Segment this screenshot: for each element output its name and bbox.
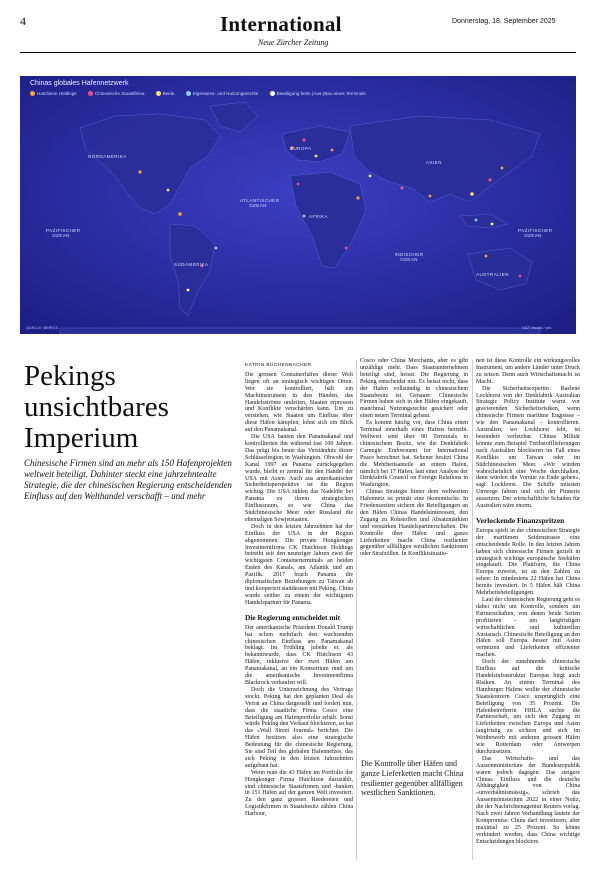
paragraph: Wenn man die 43 Häfen im Portfolio der Hongkonger Firma Hutchison dazuzählt, sind chinesische Staatsfirmen und -banken in 151 Häfen auf der ganzen Welt investiert. Zu den ganz grossen Reedereien und Logistikfirmen in Staatsbesitz zählen China Harbour,: [245, 769, 353, 818]
legend-dot: [88, 91, 93, 96]
map-label-atlantic: ATLANTISCHER OZEAN: [240, 198, 280, 208]
page-number: 4: [20, 14, 26, 28]
paragraph: Europa spielt in der chinesischen Strategie der maritimen Seidenstrasse eine entscheidende Rolle. In den letzten Jahren haben sich chinesische Firmen gezielt in strategisch wichtige europäische Seehäfen eingekauft. Die Plattform, die China Europa zuweist, ist an den Zahlen zu sehen: In mindestens 22 Häfen hat China bereits investiert. In 5 Häfen hält China Mehrheitsbeteiligungen.: [476, 527, 580, 597]
pull-quote: Die Kontrolle über Häfen und ganze Lieferketten macht China resilienter gegenüber allfälligen westlichen Sanktionen.: [361, 759, 464, 798]
world-map-graphic: [20, 76, 576, 334]
header-rule: [20, 52, 576, 53]
map-label-asia: ASIEN: [426, 160, 442, 165]
legend-label: Beteiligung beim (Aus-)Bau eines Terminals: [276, 91, 366, 96]
paragraph: Das Wirtschafts- und das Aussenministerium der Bundesrepublik waren jedoch dagegen. Das steigere Chinas Einfluss und die deutsche Abhängigkeit von China «unverhältnismässig», schrieb das Aussenministerium 2022 in einer Notiz, die der Nachrichtenagentur Reuters vorlag. Nach zwei Jahren Verhandlung lautete der Kompromiss: China darf investieren, aber maximal zu 25 Prozent. So könne verhindert werden, dass China wichtige Entscheidungen blockiere.: [476, 755, 580, 845]
paragraph: Doch in den letzten Jahrzehnten hat der Einfluss der USA in der Region abgenommen. Die private Hongkonger Investmentfirma CK Hutchison Holdings betreibt seit den neunziger Jahren zwei der wichtigsten Containerterminals an beiden Enden des Kanals, am Atlantik und am Pazifik. 2017 brach Panama die diplomatischen Beziehungen zu Taiwan ab und kooperiert stattdessen mit Peking. China wurde seither zu einem der wichtigsten Handelspartner für Panama.: [245, 523, 353, 606]
paragraph: Es kommt häufig vor, dass China einen Terminal innerhalb eines Hafens betreibt. Weltweit sind über 90 Terminals in chinesischem Besitz, wie die Denkfabrik Carnegie Endowment for International Peace berechnet hat. Seltener besitzt China die Mehrheitsanteile an einem Hafen, nämlich bei 17 Häfen, laut einer Analyse der Denkfabrik Council on Foreign Relations in Washington.: [360, 420, 468, 489]
subheading: Verlockende Finanzspritzen: [476, 515, 565, 525]
map-title: Chinas globales Hafennetzwerk: [30, 80, 129, 87]
legend-dot: [156, 91, 161, 96]
paragraph: Chinas Strategie hinter dem weltweiten Hafennetz ist primär eine ökonomische. In Friedenszeiten sichern die Beteiligungen an den Häfen Chinas Handelsinteressen, den Zugang zu Rohstoffen und Absatzmärkten und verstärken Handelspartnerschaften. Die Kontrolle über Häfen und ganze Lieferketten macht China resilienter gegenüber allfälligen westlichen Sanktionen oder Strafzöllen. In Konfliktsituatio-: [360, 489, 468, 558]
masthead: Neue Zürcher Zeitung: [258, 38, 329, 47]
paragraph: Die USA bauten den Panamakanal und kontrollierten ihn während fast 100 Jahren. Das prägt bis heute das Verständnis dieser Schlüsselregion in Washington. Obwohl der Kanal 1997 an Panama zurückgegeben wurde, bleibt er zentral für den Handel der USA mit Asien. Auch aus amerikanischer Sicherheitsperspektive ist die Region wichtig. Die USA zählen das Nadelöhr bei Panama zu ihrem strategischen Einflussraum, so wie China das Südchinesische Meer oder Russland die ehemaligen Sowjetstaaten.: [245, 434, 353, 523]
paragraph: Cosco oder China Merchants, aber es gibt unzählige mehr. Dass Staatsunternehmen beteiligt sind, heisst: Die Regierung in Peking entscheidet mit. Es heisst nicht, dass der Hafen vollständig in chinesischem Staatsbesitz ist. Genauer: Chinesische Firmen haben sich in den Häfen eingekauft, manchmal Nutzungsrechte gesichert oder einen neuen Terminal gebaut.: [360, 358, 468, 420]
legend-item-both: [156, 91, 175, 96]
map-label-europe: EUROPA: [290, 146, 312, 151]
paragraph: Der amerikanische Präsident Donald Trump hat schon mehrfach den wachsenden chinesischen Einfluss am Panamakanal beklagt. Im Frühling jubelte er, als bekanntwurde, dass CK Hutchison 43 Häfen, inklusive der zwei Häfen am Panamakanal, an ein Konsortium rund um die amerikanische Investmentfirma Blackrock verkaufen will.: [245, 624, 353, 686]
paragraph: nen ist diese Kontrolle ein wirkungsvolles Instrument, um andere Länder unter Druck zu setzen. Denn auch Wirtschaftsmacht ist Macht.: [476, 358, 580, 385]
map-label-australia: AUSTRALIEN: [476, 272, 509, 277]
map-label-indian-ocean: INDISCHER OZEAN: [394, 252, 424, 262]
section-title: International: [220, 12, 342, 36]
landmass-antarctica: [60, 328, 540, 334]
map-label-pacific-east: PAZIFISCHER OZEAN: [518, 228, 553, 238]
legend-label: Eigentums- und Nutzungsrechte: [192, 91, 259, 96]
legend-item-hutchison: [30, 91, 77, 96]
issue-date: Donnerstag, 18. September 2025: [452, 18, 556, 25]
map-label-south-america: SÜDAMERIKA: [174, 262, 209, 267]
map-source: QUELLE: MERICS: [26, 326, 58, 330]
article-column-3: [476, 358, 580, 846]
paragraph: Doch die Unterzeichnung des Vertrags stockt. Peking hat den geplanten Deal als Verrat an China dargestellt und fordert nun, dass die staatliche Firma Cosco eine Beteiligung am Hafenportfolio erhält. Sonst würde Peking den Verkauf blockieren, so hat das «Wall Street Journal» berichtet. Die Häfen besitzen also eine strategische Bedeutung für die chinesische Regierung. Sie sind Teil des globalen Hafennetzes, das sich Peking in den letzten Jahrzehnten aufgebaut hat.: [245, 686, 353, 769]
paragraph: Doch der zunehmende chinesische Einfluss auf die kritische Handelsinfrastruktur Europas birgt auch Risiken. An einem Terminal des Hamburger Hafens wollte der chinesische Staatskonzern Cosco ursprünglich eine Beteiligung von 35 Prozent. Die Hafenbetreiberin HHLA suchte die Partnerschaft, um sich den Zugang zu Lieferketten zwischen Europa und Asien langfristig zu sichern und sich im Wettbewerb mit anderen grossen Häfen wie Rotterdam oder Antwerpen durchzusetzen.: [476, 659, 580, 755]
port-network-map: [20, 76, 576, 334]
legend-dot: [270, 91, 275, 96]
column-divider: [472, 360, 473, 860]
subheading: Die Regierung entscheidet mit: [245, 612, 341, 622]
map-label-africa: AFRIKA: [309, 214, 328, 219]
legend-dot: [186, 91, 191, 96]
legend-item-state-firm: [88, 91, 145, 96]
paragraph: Laut der chinesischen Regierung geht es dabei nicht um Kontrolle, sondern um Partnerschaften, von denen beide Seiten profitieren – um langfristigen wirtschaftlichen und kulturellen Austausch. Chinesische Beteiligung an den Häfen soll Europa besser mit Asien vernetzen und Lieferketten effizienter machen.: [476, 597, 580, 659]
legend-item-terminal: [270, 91, 366, 96]
paragraph: Die Sicherheitsexpertin Raelene Lockhorst von der Denkfabrik Australian Strategic Policy Institute warnt vor gravierenden Sicherheitsrisiken, wenn chinesische Firmen maritime Engpässe – wie den Panamakanal – kontrollieren. Australien, wo Lockhorst lebt, ist besonders verletzbar. Chinas Militär könnte zum Beispiel Treibstofflieferungen nach Australien blockieren im Fall eines Konflikts um Taiwan oder im Südchinesischen Meer. «Wir würden wahrscheinlich eine Woche durchhalten, dann würden die Vorräte zu Ende gehen», sagt Lockhorst. Die Schiffe müssten Umwege fahren und sich der Piraterie aussetzen. Der wirtschaftliche Schaden für Australien wäre enorm.: [476, 385, 580, 510]
article-headline: Pekings unsichtbares Imperium: [24, 360, 169, 454]
legend-dot: [30, 91, 35, 96]
legend-item-ownership: [186, 91, 259, 96]
map-credit: NZZ Visuals / phr.: [522, 326, 553, 330]
article-author: KATRIN BÜCHENBACHER: [245, 363, 312, 368]
article-column-1: [245, 363, 353, 818]
legend-label: Hutchison Holdings: [37, 91, 77, 96]
map-label-pacific-west: PAZIFISCHER OZEAN: [46, 228, 81, 238]
article-column-2: [360, 358, 468, 558]
legend-label: Chinesische Staatsfirma: [94, 91, 145, 96]
map-label-north-america: NORDAMERIKA: [88, 154, 127, 159]
column-divider: [356, 360, 357, 860]
map-legend: [30, 91, 376, 96]
paragraph: Die grossen Containerhäfen dieser Welt liegen oft an strategisch wichtigen Orten. Wer sie kontrolliert, hält ein Machtinstrument in den Händen, das Handelsströme umleiten, Staaten erpressen und Konflikte verschärfen kann. Um zu verstehen, wie Staaten um Einfluss über diese Häfen kämpfen, lohnt sich ein Blick auf den Panamakanal.: [245, 371, 353, 434]
article-lead: Chinesische Firmen sind an mehr als 150 Hafenprojekten weltweit beteiligt. Dahinter steckt eine jahrzehntealte Strategie, die der chinesischen Regierung entscheidenden Einfluss auf den Welthandel verschafft – und mehr: [24, 458, 232, 501]
legend-label: Beide: [162, 91, 175, 96]
